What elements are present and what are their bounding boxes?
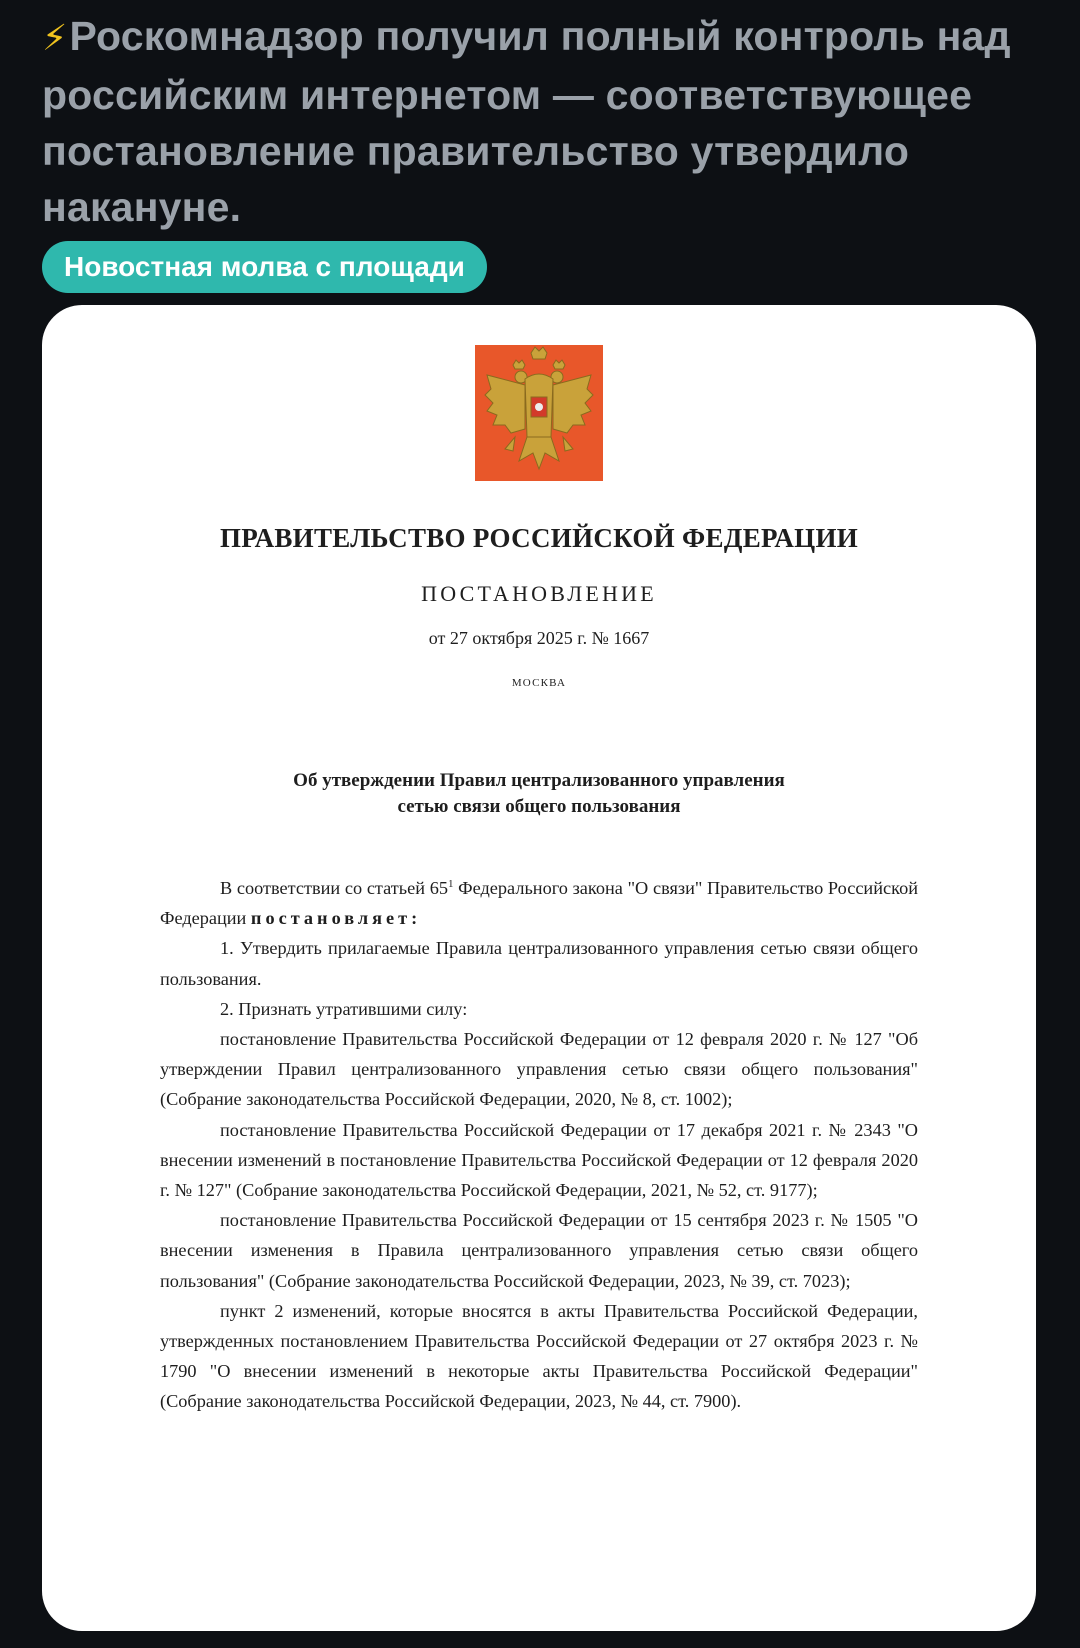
clause-2: 2. Признать утратившими силу: bbox=[220, 998, 468, 1019]
clause-1: 1. Утвердить прилагаемые Правила централизованного управления сетью связи общего пользования. bbox=[160, 938, 918, 989]
repealed-act-3: постановление Правительства Российской Федерации от 15 сентября 2023 г. № 1505 "О внесении изменения в Правила централизованного управления сетью связи общего пользования" (Собрание законодательства Российской Федерации, 2023, № 39, ст. 7023); bbox=[160, 1210, 918, 1291]
preamble-text-start: В соответствии со статьей 65 bbox=[220, 878, 448, 898]
document-type: ПОСТАНОВЛЕНИЕ bbox=[421, 581, 657, 606]
decree-word: постановляет: bbox=[250, 908, 422, 929]
document-subject-line-1: Об утверждении Правил централизованного управления bbox=[293, 770, 785, 791]
preamble-paragraph bbox=[160, 873, 918, 933]
channel-name-badge[interactable]: Новостная молва с площади bbox=[42, 241, 487, 293]
post-title bbox=[42, 8, 1042, 235]
article-superscript: 1 bbox=[447, 877, 454, 890]
repealed-act-2: постановление Правительства Российской Федерации от 17 декабря 2021 г. № 2343 "О внесении изменений в постановление Правительства Российской Федерации от 12 февраля 2020 г. № 127" (Собрание законодательства Российской Федерации, 2021, № 52, ст. 9177); bbox=[160, 1119, 918, 1201]
coat-of-arms-icon bbox=[475, 345, 603, 481]
preamble-text-end: Федерального закона "О связи" Правительство Российской Федерации bbox=[160, 878, 918, 929]
document-body bbox=[160, 873, 918, 1417]
document-city: МОСКВА bbox=[511, 677, 567, 689]
document-subject bbox=[160, 768, 918, 820]
document-header: ПРАВИТЕЛЬСТВО РОССИЙСКОЙ ФЕДЕРАЦИИ bbox=[219, 523, 859, 553]
document-subject-line-2: сетью связи общего пользования bbox=[397, 796, 681, 817]
document-image[interactable] bbox=[42, 305, 1036, 1631]
repealed-act-1: постановление Правительства Российской Федерации от 12 февраля 2020 г. № 127 "Об утверждении Правил централизованного управления сетью связи общего пользования" (Собрание законодательства Российской Федерации, 2020, № 8, ст. 1002); bbox=[160, 1029, 918, 1110]
lightning-bolt-icon: ⚡ bbox=[42, 18, 68, 59]
repealed-act-4: пункт 2 изменений, которые вносятся в акты Правительства Российской Федерации, утвержденных постановлением Правительства Российской Федерации от 27 октября 2023 г. № 1790 "О внесении изменений в некоторые акты Правительства Российской Федерации" (Собрание законодательства Российской Федерации, 2023, № 44, ст. 7900). bbox=[160, 1300, 918, 1412]
post-title-text: Роскомнадзор получил полный контроль над российским интернетом — соответствующее постановление правительство утвердило накануне. bbox=[42, 13, 1011, 230]
document-date-number: от 27 октября 2025 г. № 1667 bbox=[428, 628, 650, 648]
